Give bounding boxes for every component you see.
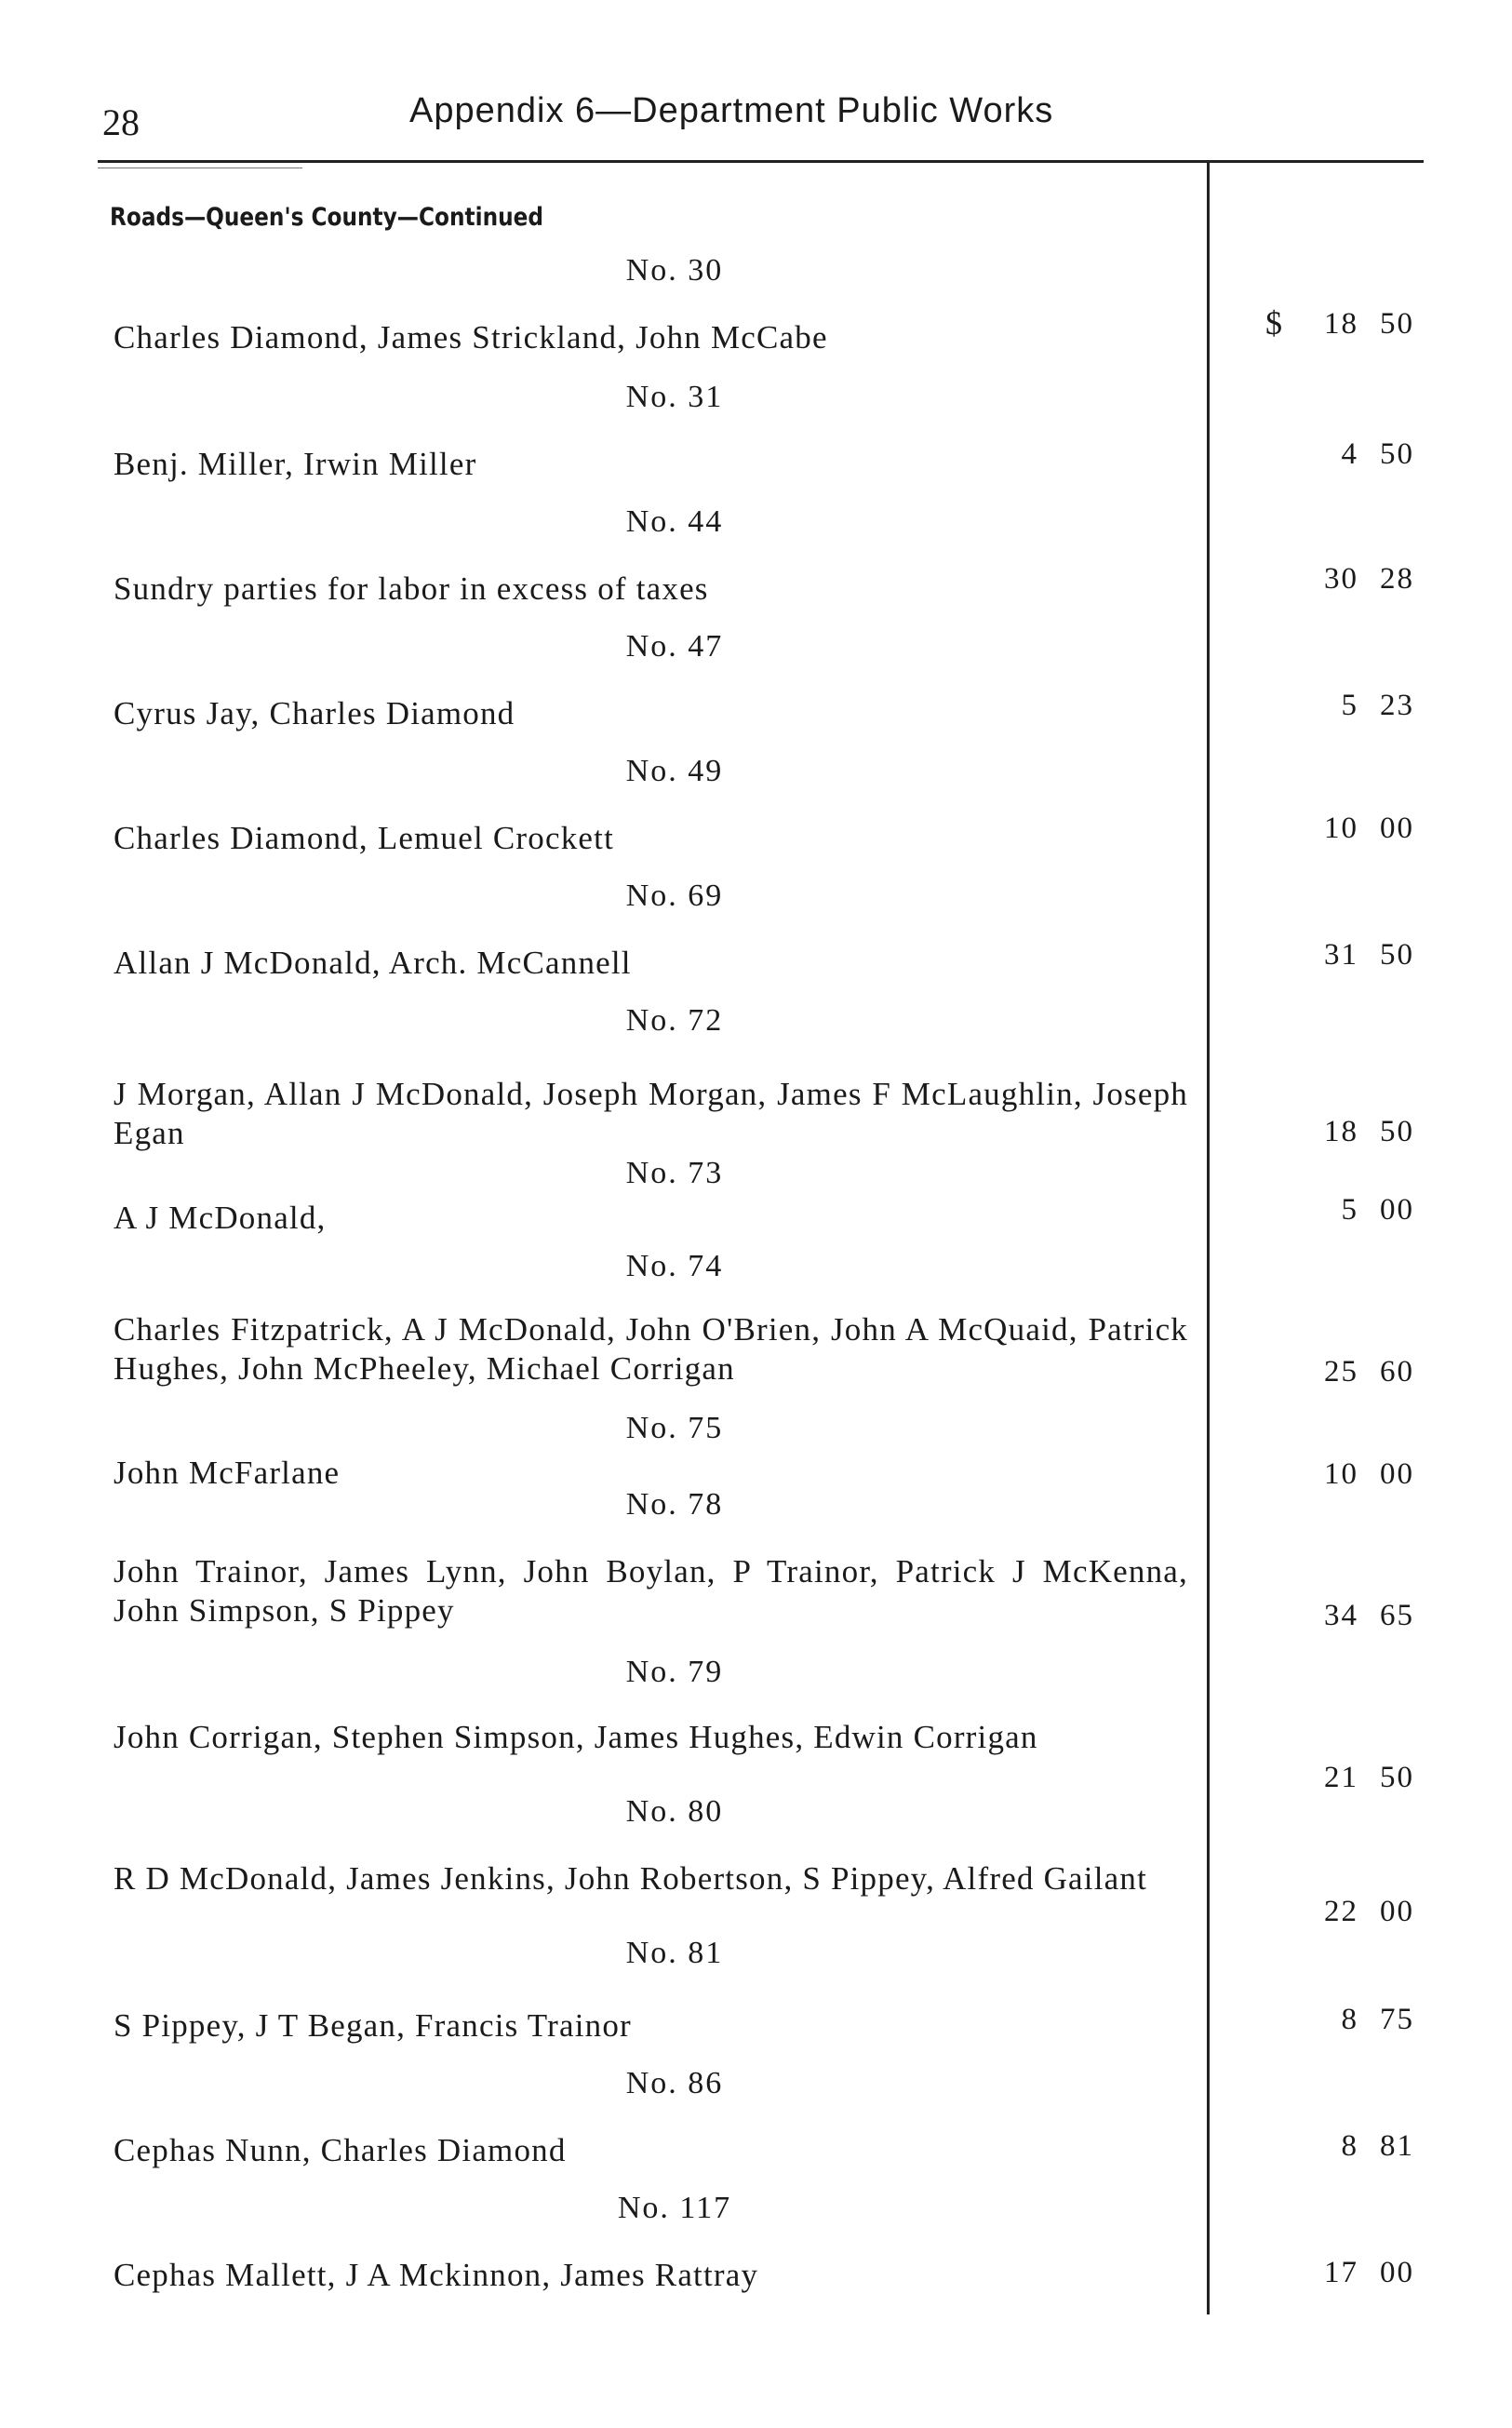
entry-names: R D McDonald, James Jenkins, John Robertson, S Pippey, Alfred Gailant [114, 1860, 1147, 1897]
amount-cents: 23 [1380, 689, 1414, 722]
entry-names: Charles Diamond, James Strickland, John McCabe [114, 319, 828, 355]
entry-names: Charles Diamond, Lemuel Crockett [114, 820, 614, 856]
road-number: No. 73 [625, 1156, 724, 1190]
road-number: No. 86 [625, 2066, 724, 2100]
entry-names: Cephas Nunn, Charles Diamond [114, 2132, 567, 2168]
amount-cents: 60 [1380, 1355, 1414, 1388]
amount-cents: 50 [1380, 938, 1414, 972]
running-head: Appendix 6—Department Public Works [409, 91, 1054, 130]
amount-dollars: 5 [1341, 1193, 1358, 1227]
road-number: No. 81 [625, 1936, 724, 1970]
header-rule [98, 160, 1424, 163]
entry-names: S Pippey, J T Began, Francis Trainor [114, 2007, 632, 2044]
entry-names: Sundry parties for labor in excess of taxes [114, 570, 709, 607]
road-number: No. 72 [625, 1003, 724, 1038]
amount-dollars: 30 [1324, 562, 1358, 596]
amount-cents: 28 [1380, 562, 1414, 596]
entry-names: John McFarlane [114, 1455, 341, 1491]
amount-dollars: 17 [1324, 2256, 1358, 2289]
page-number: 28 [102, 101, 140, 143]
amount-dollars: 10 [1324, 812, 1358, 845]
road-number: No. 31 [625, 380, 724, 414]
amount-cents: 50 [1380, 307, 1414, 341]
road-number: No. 49 [625, 754, 724, 788]
amount-dollars: 10 [1324, 1457, 1358, 1491]
amount-cents: 50 [1380, 1115, 1414, 1148]
entry-names: Benj. Miller, Irwin Miller [114, 446, 477, 482]
entry-names: John Corrigan, Stephen Simpson, James Hughes, Edwin Corrigan [114, 1719, 1038, 1755]
amount-cents: 75 [1380, 2003, 1414, 2036]
amount-cents: 00 [1380, 1895, 1414, 1928]
amount-dollars: 25 [1324, 1355, 1358, 1388]
road-number: No. 30 [625, 253, 724, 288]
amount-dollars: 8 [1341, 2003, 1358, 2036]
road-number: No. 78 [625, 1487, 724, 1522]
road-number: No. 74 [625, 1249, 724, 1283]
amount-dollars: 22 [1324, 1895, 1358, 1928]
amount-dollars: 8 [1341, 2129, 1358, 2163]
amount-dollars: 18 [1324, 1115, 1358, 1148]
amount-dollars: 34 [1324, 1599, 1358, 1632]
amount-column-divider [1207, 160, 1210, 2314]
road-number: No. 117 [617, 2191, 732, 2225]
entry-names: J Morgan, Allan J McDonald, Joseph Morgan, James F McLaughlin, Joseph Egan [114, 1076, 1188, 1151]
amount-cents: 00 [1380, 1193, 1414, 1227]
entry-names: A J McDonald, [114, 1200, 327, 1236]
amount-cents: 00 [1380, 812, 1414, 845]
entry-names: Charles Fitzpatrick, A J McDonald, John O'Brien, John A McQuaid, Patrick Hughes, John McPheeley, Michael Corrigan [114, 1311, 1188, 1387]
section-title: Roads—Queen's County—Continued [110, 203, 543, 232]
road-number: No. 75 [625, 1411, 724, 1445]
amount-cents: 81 [1380, 2129, 1414, 2163]
amount-dollars: 5 [1341, 689, 1358, 722]
road-number: No. 44 [625, 504, 724, 539]
amount-dollars: 4 [1341, 437, 1358, 471]
road-number: No. 79 [625, 1655, 724, 1689]
road-number: No. 69 [625, 879, 724, 913]
entry-names: John Trainor, James Lynn, John Boylan, P Trainor, Patrick J McKenna, John Simpson, S Pippey [114, 1553, 1188, 1629]
amount-cents: 65 [1380, 1599, 1414, 1632]
amount-dollars: 31 [1324, 938, 1358, 972]
amount-cents: 00 [1380, 2256, 1414, 2289]
amount-dollars: 18 [1324, 307, 1358, 341]
amount-cents: 50 [1380, 1761, 1414, 1794]
amount-dollars: 21 [1324, 1761, 1358, 1794]
amount-cents: 00 [1380, 1457, 1414, 1491]
dollar-sign: $ [1265, 304, 1282, 342]
entry-names: Allan J McDonald, Arch. McCannell [114, 945, 632, 981]
amount-cents: 50 [1380, 437, 1414, 471]
entry-names: Cyrus Jay, Charles Diamond [114, 695, 515, 731]
road-number: No. 47 [625, 629, 724, 664]
entry-names: Cephas Mallett, J A Mckinnon, James Rattray [114, 2257, 759, 2293]
road-number: No. 80 [625, 1794, 724, 1829]
